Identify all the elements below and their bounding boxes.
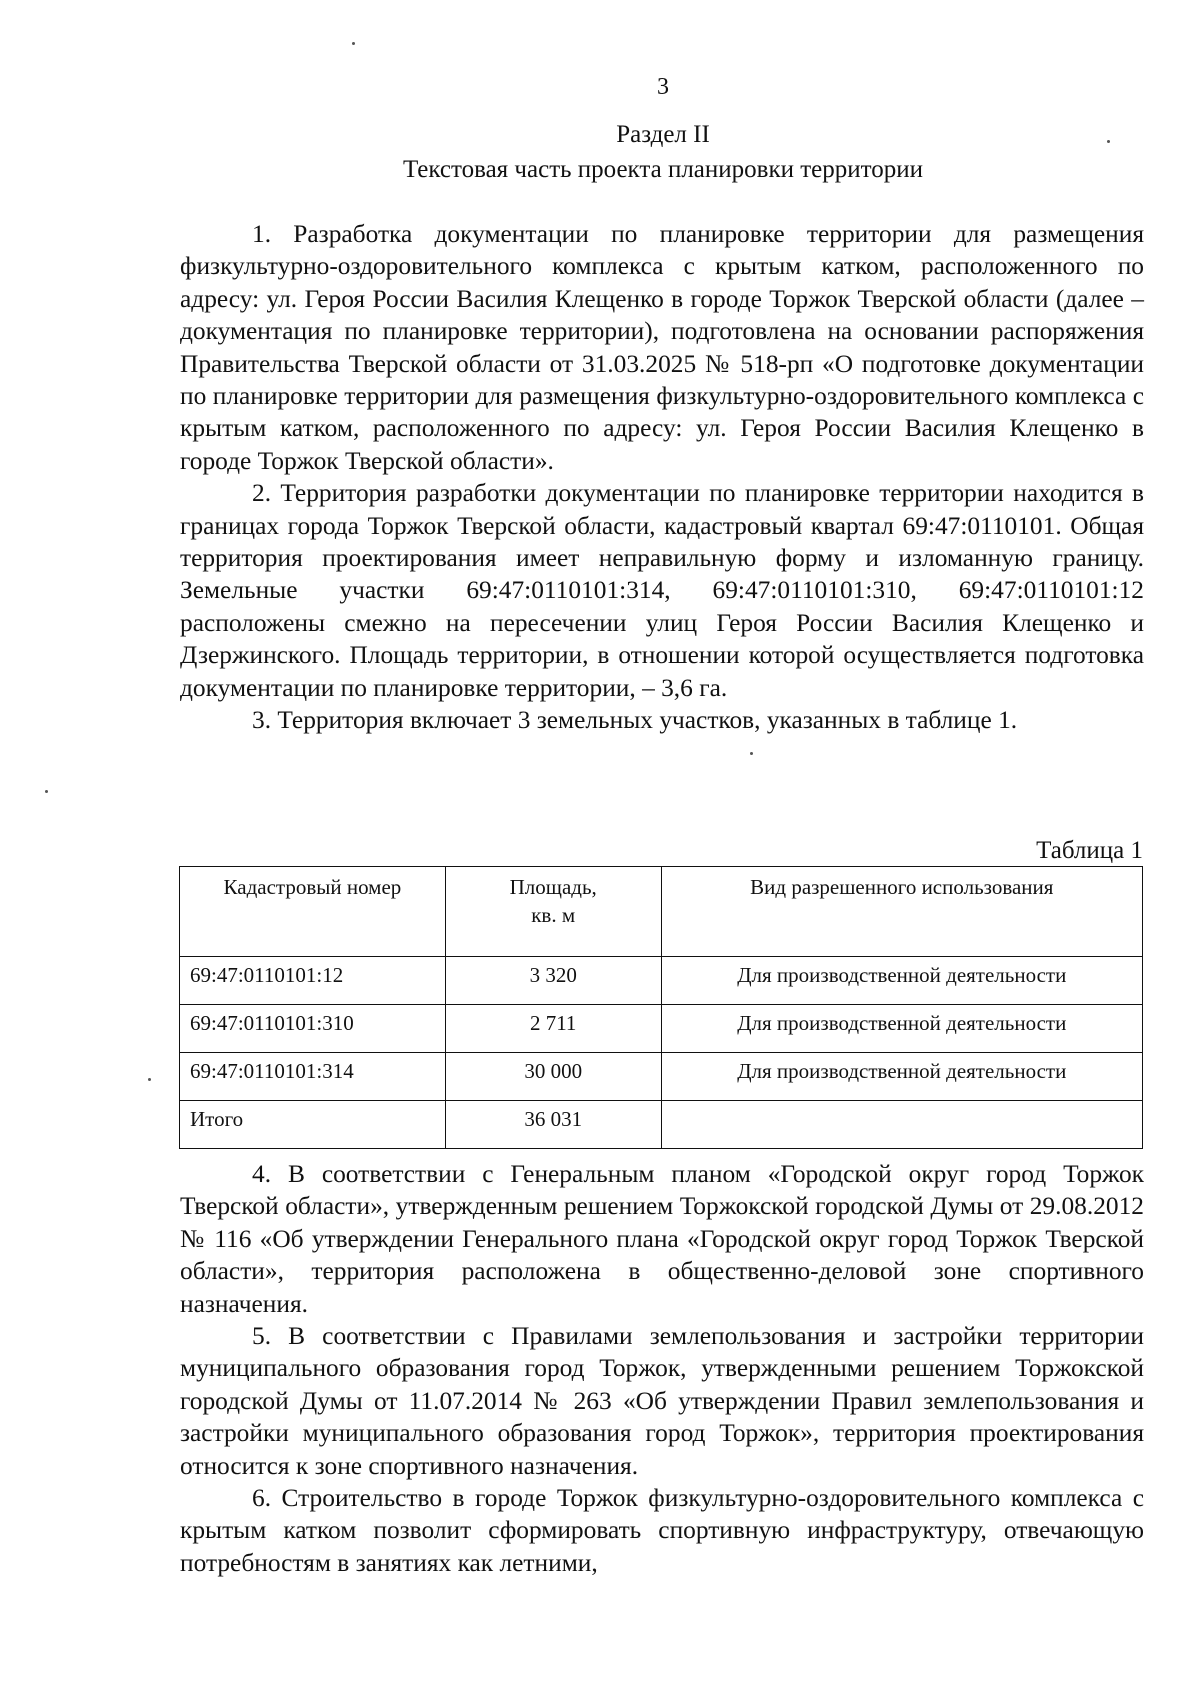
cell-total-use <box>661 1101 1142 1149</box>
cell-cadastral-number: 69:47:0110101:310 <box>180 1005 446 1053</box>
scan-speck <box>750 752 753 755</box>
table-total-row <box>180 1101 1143 1149</box>
section-subtitle: Текстовая часть проекта планировки территории <box>402 156 923 183</box>
header-area-line1: Площадь, <box>509 875 597 899</box>
cell-area: 2 711 <box>445 1005 661 1053</box>
table-row <box>180 1053 1143 1101</box>
table-row <box>180 957 1143 1005</box>
cell-area: 3 320 <box>445 957 661 1005</box>
table-header-row <box>180 867 1143 957</box>
cell-permitted-use: Для производственной деятельности <box>661 1005 1142 1053</box>
paragraph-2: 2. Территория разработки документации по планировке территории находится в границах города Торжок Тверской области, кадастровый квартал 69:47:0110101. Общая территория проектирования имеет неправильную форму и изломанную границу. Земельные участки 69:47:0110101:314, 69:47:0110101:310, 69:47:0110101:12 расположены смежно на пересечении улиц Героя России Василия Клещенко и Дзержинского. Площадь территории, в отношении которой осуществляется подготовка документации по планировке территории, – 3,6 га. <box>180 479 1144 702</box>
scan-speck <box>45 790 48 793</box>
paragraph-6: 6. Строительство в городе Торжок физкультурно-оздоровительного комплекса с крытым катком позволит сформировать спортивную инфраструктуру, отвечающую потребностям в занятиях как летними, <box>180 1484 1144 1577</box>
page-number: 3 <box>657 74 669 100</box>
paragraph-5: 5. В соответствии с Правилами землепользования и застройки территории муниципального образования город Торжок, утвержденными решением Торжокской городской Думы от 11.07.2014 № 263 «Об утверждении Правил землепользования и застройки муниципального образования город Торжок», территория проектирования относится к зоне спортивного назначения. <box>180 1322 1144 1480</box>
cell-cadastral-number: 69:47:0110101:12 <box>180 957 446 1005</box>
scan-speck <box>1107 140 1110 143</box>
header-cadastral-number: Кадастровый номер <box>180 867 446 957</box>
cell-cadastral-number: 69:47:0110101:314 <box>180 1053 446 1101</box>
paragraphs-top <box>180 218 1144 737</box>
header-area <box>445 867 661 957</box>
cell-area: 30 000 <box>445 1053 661 1101</box>
paragraph-1: 1. Разработка документации по планировке территории для размещения физкультурно-оздоровительного комплекса с крытым катком, расположенного по адресу: ул. Героя России Василия Клещенко в городе Торжок Тверской области (далее – документация по планировке территории), подготовлена на основании распоряжения Правительства Тверской области от 31.03.2025 № 518-рп «О подготовке документации по планировке территории для размещения физкультурно-оздоровительного комплекса с крытым катком, расположенного по адресу: ул. Героя России Василия Клещенко в городе Торжок Тверской области». <box>180 220 1144 475</box>
paragraphs-bottom <box>180 1158 1144 1579</box>
scan-speck <box>148 1078 151 1081</box>
header-permitted-use: Вид разрешенного использования <box>661 867 1142 957</box>
scan-speck <box>352 42 355 45</box>
cell-total-area: 36 031 <box>445 1101 661 1149</box>
cell-permitted-use: Для производственной деятельности <box>661 957 1142 1005</box>
table-caption: Таблица 1 <box>1036 837 1143 864</box>
cell-permitted-use: Для производственной деятельности <box>661 1053 1142 1101</box>
section-title: Раздел II <box>616 121 710 148</box>
cell-total-label: Итого <box>180 1101 446 1149</box>
header-area-line2: кв. м <box>531 903 576 927</box>
land-plots-table <box>179 866 1143 1149</box>
paragraph-3: 3. Территория включает 3 земельных участков, указанных в таблице 1. <box>252 706 1018 735</box>
paragraph-4: 4. В соответствии с Генеральным планом «Городской округ город Торжок Тверской области», утвержденным решением Торжокской городской Думы от 29.08.2012 № 116 «Об утверждении Генерального плана «Городской округ город Торжок Тверской области», территория расположена в общественно-деловой зоне спортивного назначения. <box>180 1160 1144 1318</box>
table-row <box>180 1005 1143 1053</box>
